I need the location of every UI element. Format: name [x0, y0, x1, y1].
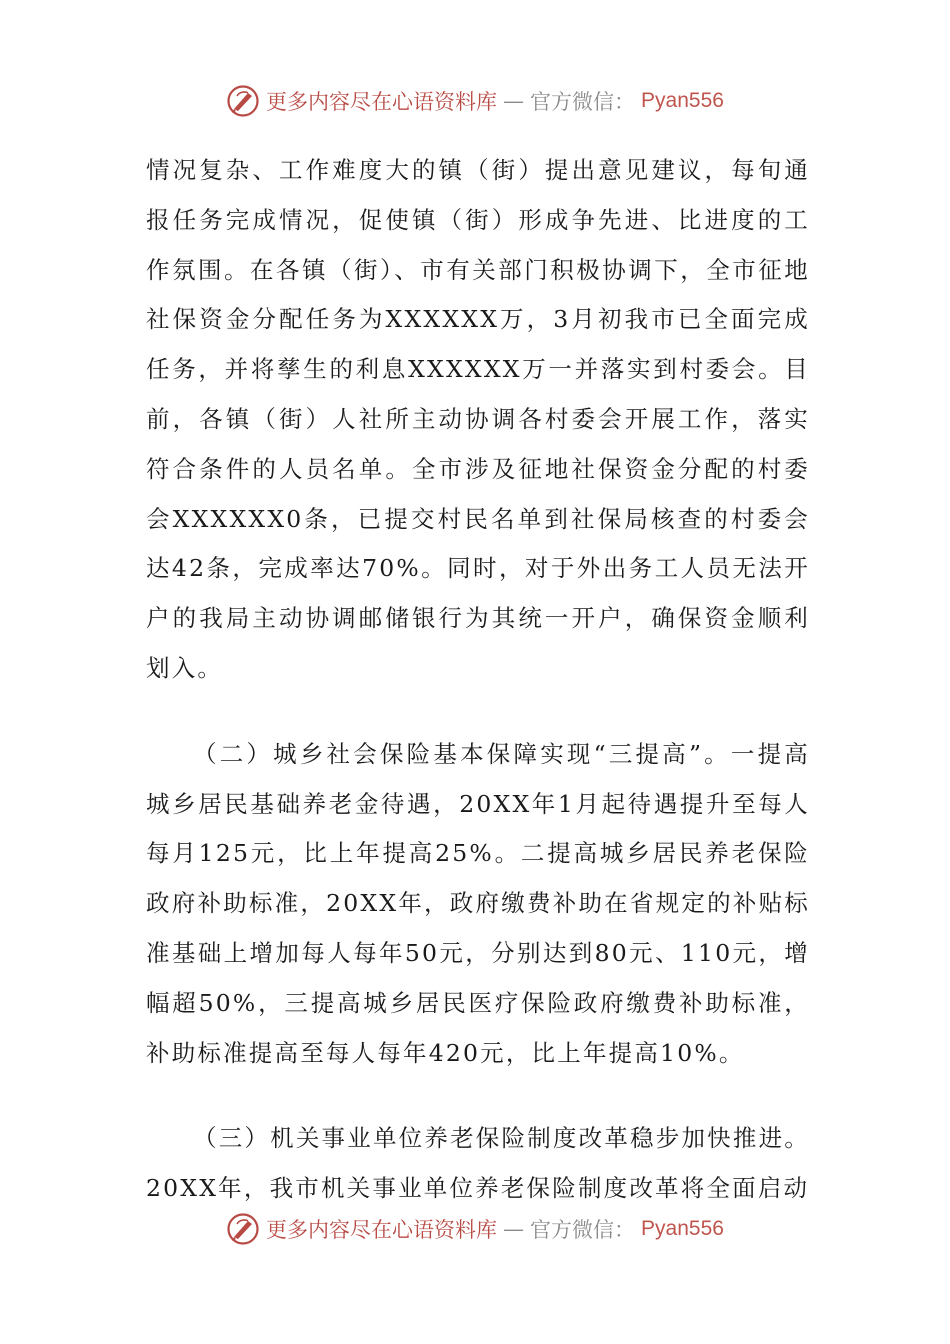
document-body — [146, 146, 810, 1214]
header-banner — [0, 84, 950, 118]
pen-nib-logo-icon — [226, 1212, 260, 1246]
header-brand: 更多内容尽在心语资料库 — [266, 90, 498, 114]
footer-brand: 更多内容尽在心语资料库 — [266, 1218, 498, 1242]
footer-banner — [0, 1212, 950, 1246]
footer-dash: — — [503, 1217, 525, 1241]
header-wechat-id: Pyan556 — [641, 89, 724, 112]
header-dash: — — [503, 89, 525, 113]
paragraph-3: （三）机关事业单位养老保险制度改革稳步加快推进。20XX年，我市机关事业单位养老保险制度改革将全面启动 — [146, 1124, 810, 1203]
footer-wechat-label: 官方微信： — [530, 1218, 636, 1242]
paragraph-2: （二）城乡社会保险基本保障实现“三提高”。一提高城乡居民基础养老金待遇，20XX年1月起待遇提升至每人每月125元，比上年提高25%。二提高城乡居民养老保险政府补助标准，20XX年，政府缴费补助在省规定的补贴标准基础上增加每人每年50元，分别达到80元、110元，增幅超50%，三提高城乡居民医疗保险政府缴费补助标准，补助标准提高至每人每年420元，比上年提高10%。 — [146, 739, 810, 1067]
footer-wechat-id: Pyan556 — [641, 1217, 724, 1240]
paragraph-1: 情况复杂、工作难度大的镇（街）提出意见建议，每旬通报任务完成情况，促使镇（街）形成争先进、比进度的工作氛围。在各镇（街）、市有关部门积极协调下，全市征地社保资金分配任务为XXXXXX万，3月初我市已全面完成任务，并将孳生的利息XXXXXX万一并落实到村委会。目前，各镇（街）人社所主动协调各村委会开展工作，落实符合条件的人员名单。全市涉及征地社保资金分配的村委会XXXXXX0条，已提交村民名单到社保局核查的村委会达42条，完成率达70%。同时，对于外出务工人员无法开户的我局主动协调邮储银行为其统一开户，确保资金顺利划入。 — [146, 156, 810, 682]
header-wechat-label: 官方微信： — [530, 90, 636, 114]
pen-nib-logo-icon — [226, 84, 260, 118]
